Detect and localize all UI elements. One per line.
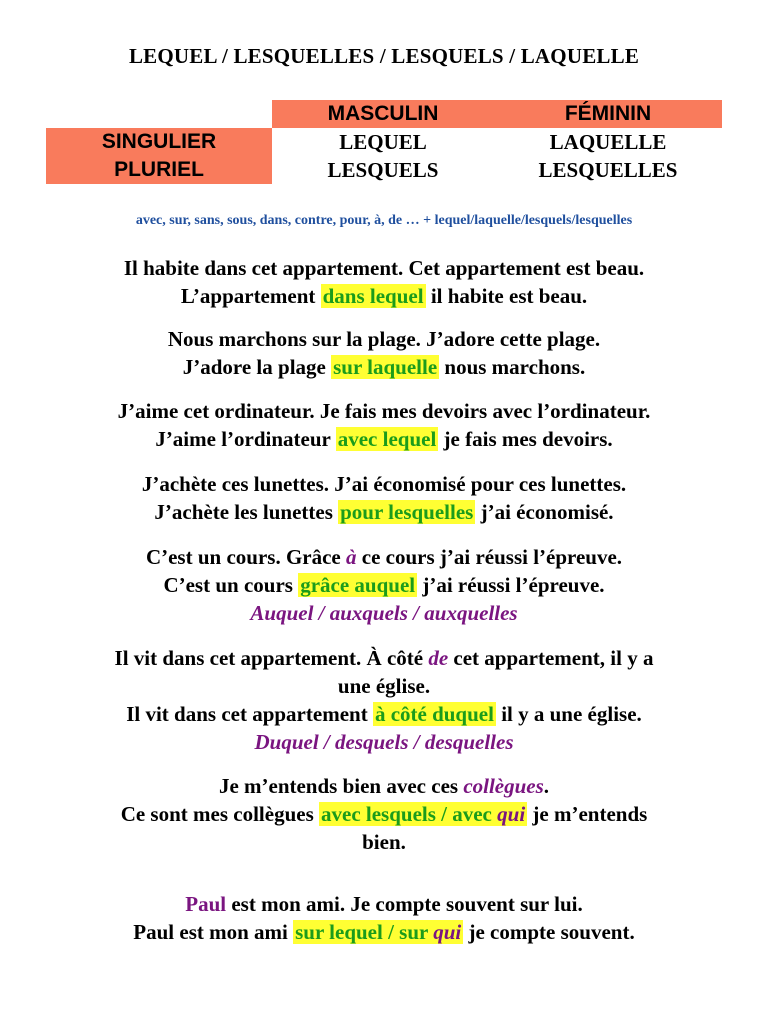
row-label-singulier: SINGULIER — [46, 128, 272, 156]
emphasized-preposition: de — [428, 646, 449, 670]
cell-lesquelles: LESQUELLES — [538, 158, 678, 182]
table-corner-cell — [46, 100, 272, 128]
header-masculin: MASCULIN — [272, 100, 494, 128]
example-sentence: J’aime cet ordinateur. Je fais mes devoirs avec l’ordinateur. — [117, 399, 651, 423]
highlighted-relative: pour lesquelles — [340, 500, 474, 524]
sentence-pre: C’est un cours. Grâce — [145, 545, 346, 569]
example-sentence — [30, 772, 738, 800]
example-rewrite — [30, 425, 738, 453]
rewrite-pre: J’aime l’ordinateur — [155, 427, 336, 451]
highlighted-relative: grâce auquel — [300, 573, 416, 597]
highlighted-relative — [319, 802, 527, 826]
emphasized-noun: collègues — [463, 774, 544, 798]
rewrite-pre: Il vit dans cet appartement — [126, 702, 373, 726]
example-rewrite — [30, 353, 738, 381]
sentence-pre: Je m’entends bien avec ces — [218, 774, 464, 798]
sentence-post: cet appartement, il y a — [448, 646, 654, 670]
cell-lequel: LEQUEL — [339, 130, 427, 154]
example-rewrite-continued: bien. — [362, 830, 406, 854]
highlighted-relative: dans lequel — [322, 284, 424, 308]
rewrite-post: il y a une église. — [495, 702, 642, 726]
example-block-3 — [30, 397, 738, 453]
sentence-post: est mon ami. Je compte souvent sur lui. — [226, 892, 583, 916]
cell-laquelle: LAQUELLE — [549, 130, 667, 154]
example-block-8 — [30, 890, 738, 946]
sentence-post: . — [543, 774, 550, 798]
highlighted-qui: qui — [497, 802, 526, 826]
rewrite-post: j’ai réussi l’épreuve. — [417, 573, 605, 597]
sentence-pre: Il vit dans cet appartement. À côté — [114, 646, 429, 670]
example-rewrite — [30, 282, 738, 310]
example-block-7 — [30, 772, 738, 856]
example-rewrite — [30, 571, 738, 599]
example-sentence — [30, 543, 738, 571]
example-sentence-continued: une église. — [337, 674, 431, 698]
example-rewrite — [30, 800, 738, 828]
example-rewrite — [30, 918, 738, 946]
relative-forms-duquel: Duquel / desquels / desquelles — [254, 730, 514, 754]
example-block-1 — [30, 254, 738, 310]
sentence-post: ce cours j’ai réussi l’épreuve. — [356, 545, 623, 569]
example-sentence — [30, 890, 738, 918]
highlighted-relative: à côté duquel — [374, 702, 494, 726]
example-rewrite — [30, 700, 738, 728]
highlighted-relative: sur laquelle — [333, 355, 438, 379]
emphasized-preposition: à — [346, 545, 357, 569]
example-block-6 — [30, 644, 738, 756]
rewrite-post: je m’entends — [527, 802, 648, 826]
example-sentence: Il habite dans cet appartement. Cet appartement est beau. — [123, 256, 645, 280]
rewrite-post: nous marchons. — [439, 355, 586, 379]
header-feminin: FÉMININ — [494, 100, 722, 128]
example-rewrite — [30, 498, 738, 526]
highlighted-relative — [293, 920, 463, 944]
relative-forms-auquel: Auquel / auxquels / auxquelles — [250, 601, 518, 625]
highlighted-relative: avec lequel — [337, 427, 437, 451]
rewrite-pre: J’adore la plage — [182, 355, 332, 379]
highlighted-text: sur lequel / sur — [295, 920, 434, 944]
table-header-row — [46, 100, 722, 128]
example-block-2 — [30, 325, 738, 381]
rewrite-pre: Paul est mon ami — [133, 920, 294, 944]
rewrite-post: je compte souvent. — [463, 920, 635, 944]
rewrite-pre: J’achète les lunettes — [154, 500, 339, 524]
prepositions-note: avec, sur, sans, sous, dans, contre, pour, à, de … + lequel/laquelle/lesquels/lesquelles — [135, 213, 633, 228]
highlighted-qui: qui — [433, 920, 462, 944]
example-sentence — [30, 644, 738, 672]
page-title: LEQUEL / LESQUELLES / LESQUELS / LAQUELLE — [128, 44, 640, 68]
example-block-5 — [30, 543, 738, 627]
cell-lesquels: LESQUELS — [327, 158, 439, 182]
example-block-4 — [30, 470, 738, 526]
rewrite-post: j’ai économisé. — [475, 500, 614, 524]
example-sentence: Nous marchons sur la plage. J’adore cette plage. — [167, 327, 601, 351]
rewrite-pre: Ce sont mes collègues — [120, 802, 319, 826]
table-row-singulier — [46, 128, 722, 156]
table-row-pluriel — [46, 156, 722, 184]
row-label-pluriel: PLURIEL — [46, 156, 272, 184]
highlighted-text: avec lesquels / avec — [321, 802, 498, 826]
emphasized-name: Paul — [185, 892, 227, 916]
rewrite-pre: C’est un cours — [163, 573, 299, 597]
rewrite-post: je fais mes devoirs. — [438, 427, 613, 451]
rewrite-pre: L’appartement — [180, 284, 321, 308]
example-sentence: J’achète ces lunettes. J’ai économisé pour ces lunettes. — [141, 472, 627, 496]
rewrite-post: il habite est beau. — [425, 284, 588, 308]
